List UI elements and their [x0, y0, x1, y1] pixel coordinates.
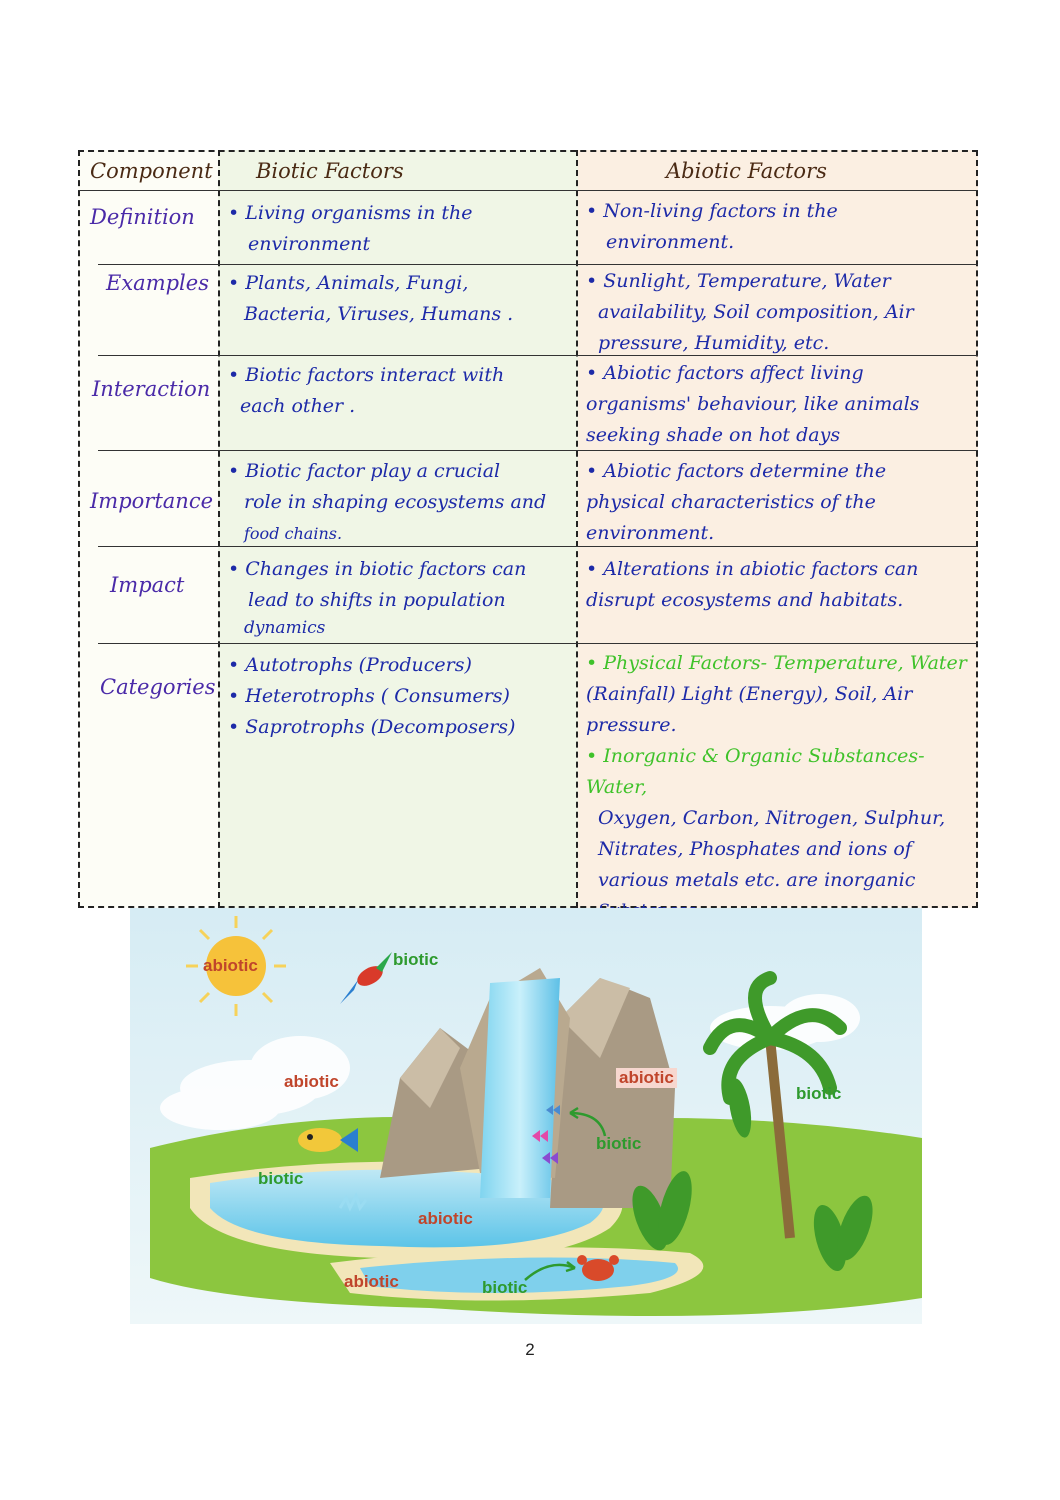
row-label-importance: Importance	[90, 489, 214, 513]
biotic-importance	[228, 456, 546, 549]
waterfall	[480, 978, 560, 1198]
text-line: each other .	[240, 395, 356, 417]
text-line: • Biotic factors interact with	[228, 364, 505, 386]
text-line: • Plants, Animals, Fungi,	[228, 272, 469, 294]
text-line: disrupt ecosystems and habitats.	[586, 589, 904, 611]
label-pond: abiotic	[418, 1209, 473, 1228]
text-line: pressure, Humidity, etc.	[598, 332, 830, 354]
text-line: • Biotic factor play a crucial	[228, 460, 501, 482]
abiotic-categories	[586, 648, 978, 927]
text-line: availability, Soil composition, Air	[598, 301, 914, 323]
text-line: • Heterotrophs ( Consumers)	[228, 685, 510, 707]
table-border-top	[78, 150, 978, 152]
text-line: Oxygen, Carbon, Nitrogen, Sulphur,	[598, 807, 946, 829]
biotic-examples	[228, 268, 513, 330]
text-line: • Abiotic factors affect living	[586, 362, 864, 384]
biotic-interaction	[228, 360, 504, 422]
label-fish: biotic	[258, 1169, 304, 1188]
text-line: role in shaping ecosystems and	[244, 491, 547, 513]
row-line	[98, 643, 978, 644]
text-line: Bacteria, Viruses, Humans .	[244, 303, 514, 325]
text-line: seeking shade on hot days	[586, 424, 841, 446]
text-line: • Changes in biotic factors can	[228, 558, 527, 580]
text-line: • Autotrophs (Producers)	[228, 654, 472, 676]
label-sand: abiotic	[344, 1272, 399, 1291]
abiotic-importance	[586, 456, 886, 549]
text-line: • Physical Factors- Temperature, Water	[586, 652, 967, 674]
label-crab: biotic	[482, 1278, 528, 1297]
text-line: • Abiotic factors determine the	[586, 460, 887, 482]
row-label-impact: Impact	[110, 573, 185, 597]
page-number: 2	[525, 1340, 535, 1359]
header-biotic: Biotic Factors	[256, 159, 404, 183]
header-abiotic: Abiotic Factors	[666, 159, 827, 183]
biotic-impact	[228, 554, 526, 640]
row-label-categories: Categories	[100, 675, 216, 699]
text-line: • Alterations in abiotic factors can	[586, 558, 919, 580]
text-line: environment.	[586, 522, 715, 544]
text-line: environment	[248, 233, 371, 255]
abiotic-impact	[586, 554, 918, 616]
row-label-interaction: Interaction	[92, 377, 211, 401]
biotic-categories	[228, 650, 515, 743]
text-line: various metals etc. are inorganic	[598, 869, 916, 891]
abiotic-definition	[586, 196, 838, 258]
text-line: • Non-living factors in the	[586, 200, 838, 222]
row-label-examples: Examples	[106, 271, 209, 295]
label-parrot: biotic	[393, 950, 439, 969]
text-line: lead to shifts in population	[248, 589, 506, 611]
text-line: Nitrates, Phosphates and ions of	[598, 838, 912, 860]
text-line: dynamics	[244, 618, 326, 638]
label-sun: abiotic	[203, 956, 258, 975]
text-line: physical characteristics of the	[586, 491, 876, 513]
text-line: • Sunlight, Temperature, Water	[586, 270, 891, 292]
header-component: Component	[90, 159, 213, 183]
label-palm: biotic	[796, 1084, 842, 1103]
row-line	[98, 264, 978, 265]
comparison-table	[78, 150, 978, 908]
label-rock: abiotic	[616, 1068, 677, 1088]
ecosystem-illustration	[130, 908, 922, 1324]
text-line: • Saprotrophs (Decomposers)	[228, 716, 516, 738]
abiotic-examples	[586, 266, 914, 359]
text-line: environment.	[606, 231, 735, 253]
text-line: • Living organisms in the	[228, 202, 473, 224]
abiotic-interaction	[586, 358, 919, 451]
text-line: • Inorganic & Organic Substances- Water,	[586, 745, 925, 798]
text-line: pressure.	[586, 714, 677, 736]
text-line: food chains.	[244, 524, 343, 543]
table-border-left	[78, 150, 80, 908]
row-line	[78, 190, 978, 191]
label-cloud: abiotic	[284, 1072, 339, 1091]
text-line: organisms' behaviour, like animals	[586, 393, 920, 415]
text-line: (Rainfall) Light (Energy), Soil, Air	[586, 683, 913, 705]
row-label-definition: Definition	[90, 205, 195, 229]
label-butterflies: biotic	[596, 1134, 642, 1153]
biotic-definition	[228, 198, 473, 260]
